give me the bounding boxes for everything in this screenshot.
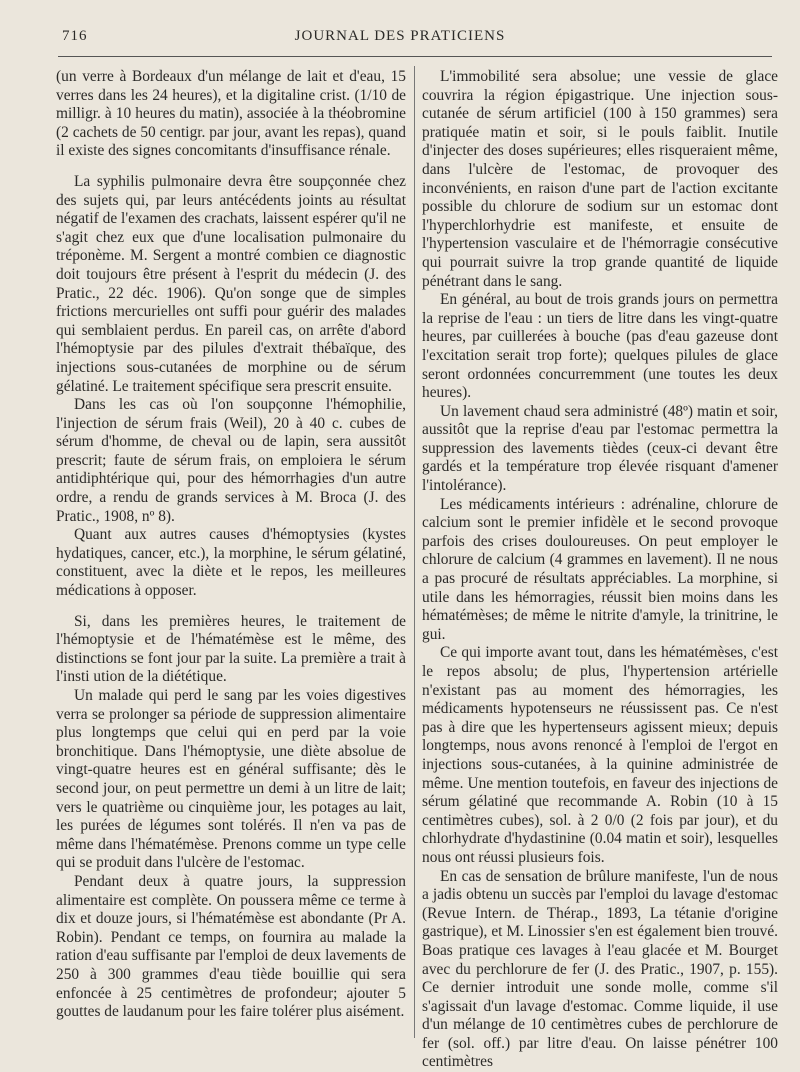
journal-title: JOURNAL DES PRATICIENS: [294, 28, 506, 44]
header-rule: [58, 56, 772, 57]
paragraph: (un verre à Bordeaux d'un mélange de lait et d'eau, 15 verres dans les 24 heures), et la digitaline crist. (1/10 de milligr. à 10 heures du matin), associée à la théobromine (2 cachets de 50 centigr. par jour, avant les repas), quand il existe des signes concomitants d'insuffisance rénale.: [56, 68, 406, 160]
paragraph: Un lavement chaud sera administré (48º) matin et soir, aussitôt que la reprise d'eau par l'estomac permettra la suppression des lavements tièdes (ceux-ci devant être gardés et la température trop élevée risquant d'amener l'intolérance).: [422, 402, 778, 495]
paragraph: Si, dans les premières heures, le traitement de l'hémoptysie et de l'hématémèse est le même, des distinctions se font jour par la suite. La première a trait à l'insti ution de la diététique.: [56, 612, 406, 686]
paragraph: Ce qui importe avant tout, dans les hématémèses, c'est le repos absolu; de plus, l'hypertension artérielle n'existant pas au moment des hémorragies, les médicaments hypotenseurs ne réussissent pas. Ce n'est pas à dire que les hypertenseurs agissent mieux; depuis longtemps, nous avons renoncé à l'emploi de l'ergot en injections sous-cutanées, à la quinine administrée de même. Une mention toutefois, en faveur des injections de sérum gélatiné que recommande A. Robin (10 à 15 centimètres cubes), sol. à 2 0/0 (2 fois par jour), et du chlorhydrate d'hydastinine (0.04 matin et soir), lesquelles nous ont réussi plusieurs fois.: [422, 644, 778, 866]
page-number: 716: [62, 28, 88, 44]
paragraph: En cas de sensation de brûlure manifeste, l'un de nous a jadis obtenu un succès par l'emploi du lavage d'estomac (Revue Intern. de Thérap., 1893, La tétanie d'origine gastrique), et M. Linossier s'en est également bien trouvé. Boas pratique ces lavages à l'eau glacée et M. Bourget avec du perchlorure de fer (J. des Pratic., 1907, p. 155). Ce dernier introduit une sonde molle, comme s'il s'agissait d'un lavage d'estomac. Comme liquide, il use d'un mélange de 10 centimètres cubes de perchlorure de fer (sol. off.) par litre d'eau. On laisse pénétrer 100 centimètres: [422, 867, 778, 1071]
paragraph: L'immobilité sera absolue; une vessie de glace couvrira la région épigastrique. Une injection sous-cutanée de sérum artificiel (100 à 150 grammes) sera pratiquée matin et soir, si le pouls faiblit. Inutile d'injecter des doses supérieures; elles risqueraient même, dans l'ulcère de l'estomac, de provoquer des inconvénients, en raison d'une part de l'action excitante possible du chlorure de sodium sur un estomac dont l'hyperchlorhydrie est manifeste, et ensuite de l'hypertension vasculaire et de l'hémorragie consécutive qui pourrait suivre la trop grande quantité de liquide pénétrant dans le sang.: [422, 68, 778, 290]
paragraph: Quant aux autres causes d'hémoptysies (kystes hydatiques, cancer, etc.), la morphine, le sérum gélatiné, constituent, avec la diète et le repos, les meilleures médications à opposer.: [56, 526, 406, 600]
paragraph: Dans les cas où l'on soupçonne l'hémophilie, l'injection de sérum frais (Weil), 20 à 40 c. cubes de sérum d'homme, de cheval ou de lapin, sera aussitôt prescrit; faute de sérum frais, on emploiera le sérum antidiphtérique qui, pour des hémorrhagies d'un autre ordre, a rendu de grands services à M. Broca (J. des Pratic., 1908, nº 8).: [56, 396, 406, 525]
paragraph: La syphilis pulmonaire devra être soupçonnée chez des sujets qui, par leurs antécédents joints au résultat négatif de l'examen des crachats, laissent espérer qu'il ne s'agit chez eux que d'une localisation pulmonaire du tréponème. M. Sergent a montré combien ce diagnostic doit toujours être présent à l'esprit du médecin (J. des Pratic., 22 déc. 1906). Qu'on songe que de simples frictions mercurielles ont suffi pour guérir des malades qui semblaient perdus. En pareil cas, on arrête d'abord l'hémoptysie par des pilules d'extrait thébaïque, des injections sous-cutanées de morphine ou de sérum gélatiné. Le traitement spécifique sera prescrit ensuite.: [56, 172, 406, 395]
left-column: [56, 68, 406, 1022]
right-column: [422, 68, 778, 1072]
column-divider: [414, 66, 415, 1038]
paragraph: Pendant deux à quatre jours, la suppression alimentaire est complète. On poussera même ce terme à dix et douze jours, si l'hématémèse est abondante (Pr A. Robin). Pendant ce temps, on fournira au malade la ration d'eau suffisante par l'emploi de deux lavements de 250 à 300 grammes d'eau tiède bouillie qui sera enfoncée à 25 centimètres de profondeur; ajouter 5 gouttes de laudanum pour les faire tolérer plus aisément.: [56, 872, 406, 1021]
paragraph: Un malade qui perd le sang par les voies digestives verra se prolonger sa période de suppression alimentaire plus longtemps que celui qui en perd par la voie bronchitique. Dans l'hémoptysie, une diète absolue de vingt-quatre heures est en général suffisante; dès le second jour, on peut permettre un demi à un litre de lait; vers le quatrième ou cinquième jour, les potages au lait, les purées de légumes sont tolérés. Il n'en va pas de même dans l'hématémèse. Prenons comme un type celle qui se produit dans l'ulcère de l'estomac.: [56, 687, 406, 872]
page-header: [0, 28, 800, 54]
paragraph: Les médicaments intérieurs : adrénaline, chlorure de calcium sont le premier infidèle et le second provoque parfois des crises douloureuses. On peut employer le chlorure de calcium (4 grammes en lavement). Il ne nous a pas procuré de résultats appréciables. La morphine, si utile dans les hémorragies, réussit bien moins dans les hématémèses; de même le nitrite d'amyle, la trinitrine, le gui.: [422, 495, 778, 643]
paragraph: En général, au bout de trois grands jours on permettra la reprise de l'eau : un tiers de litre dans les vingt-quatre heures, par cuillerées à bouche (pas d'eau gazeuse dont l'excitation serait trop forte); quelques pilules de glace seront ordonnées concurremment (une toutes les deux heures).: [422, 291, 778, 402]
